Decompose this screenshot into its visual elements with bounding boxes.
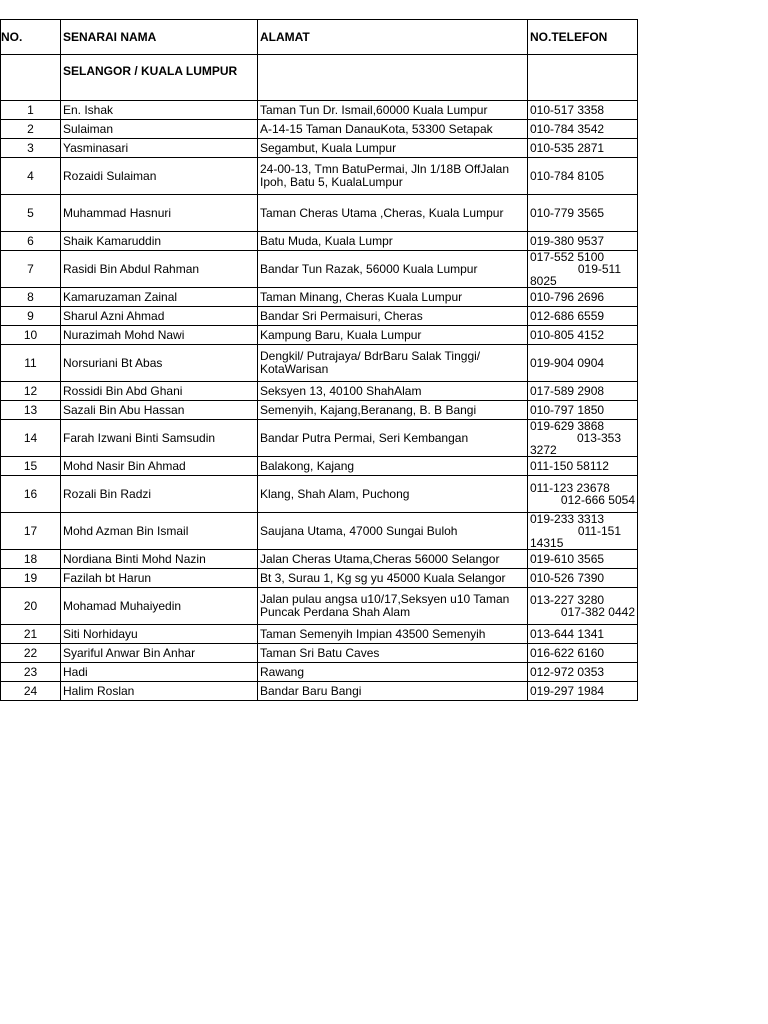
row-name: Halim Roslan <box>61 682 258 701</box>
row-phone <box>528 420 638 457</box>
row-phone <box>528 644 638 663</box>
row-name: Farah Izwani Binti Samsudin <box>61 420 258 457</box>
row-number: 21 <box>1 625 61 644</box>
header-phone: NO.TELEFON <box>528 20 638 55</box>
row-address: Bt 3, Surau 1, Kg sg yu 45000 Kuala Selangor <box>258 569 528 588</box>
table-row <box>1 569 638 588</box>
row-address: Bandar Sri Permaisuri, Cheras <box>258 307 528 326</box>
phone-number: 010-784 3542 <box>530 122 605 136</box>
phone-number: 017-589 2908 <box>530 384 605 398</box>
table-row <box>1 476 638 513</box>
row-address: Rawang <box>258 663 528 682</box>
row-name: Norsuriani Bt Abas <box>61 345 258 382</box>
row-phone <box>528 663 638 682</box>
phone-number: 019-233 3313 <box>530 512 605 526</box>
row-name: Muhammad Hasnuri <box>61 195 258 232</box>
table-row <box>1 288 638 307</box>
row-number: 3 <box>1 139 61 158</box>
table-row <box>1 420 638 457</box>
row-address: Balakong, Kajang <box>258 457 528 476</box>
phone-number: 010-805 4152 <box>530 328 605 342</box>
table-row <box>1 550 638 569</box>
row-address: Taman Semenyih Impian 43500 Semenyih <box>258 625 528 644</box>
phone-number: 013-227 3280 <box>530 593 605 607</box>
row-name: Rasidi Bin Abdul Rahman <box>61 251 258 288</box>
row-address: Taman Cheras Utama ,Cheras, Kuala Lumpur <box>258 195 528 232</box>
row-name: Mohd Azman Bin Ismail <box>61 513 258 550</box>
row-address: Bandar Baru Bangi <box>258 682 528 701</box>
phone-number: 010-535 2871 <box>530 141 605 155</box>
row-name: Rossidi Bin Abd Ghani <box>61 382 258 401</box>
row-number: 15 <box>1 457 61 476</box>
phone-number: 019-610 3565 <box>530 552 605 566</box>
row-number: 13 <box>1 401 61 420</box>
row-phone <box>528 251 638 288</box>
table-row <box>1 345 638 382</box>
row-name: Rozali Bin Radzi <box>61 476 258 513</box>
table-row <box>1 195 638 232</box>
phone-number: 012-972 0353 <box>530 665 605 679</box>
row-number: 1 <box>1 101 61 120</box>
row-phone <box>528 625 638 644</box>
row-number: 16 <box>1 476 61 513</box>
row-address: Seksyen 13, 40100 ShahAlam <box>258 382 528 401</box>
header-name: SENARAI NAMA <box>61 20 258 55</box>
row-address: Segambut, Kuala Lumpur <box>258 139 528 158</box>
phone-number: 012-666 5054 <box>560 493 635 507</box>
row-number: 22 <box>1 644 61 663</box>
header-no: NO. <box>1 20 61 55</box>
table-row <box>1 251 638 288</box>
row-number: 2 <box>1 120 61 139</box>
row-number: 5 <box>1 195 61 232</box>
row-number: 10 <box>1 326 61 345</box>
row-address: Taman Sri Batu Caves <box>258 644 528 663</box>
row-name: Sharul Azni Ahmad <box>61 307 258 326</box>
table-row <box>1 232 638 251</box>
row-phone <box>528 101 638 120</box>
table-row <box>1 682 638 701</box>
row-name: Nurazimah Mohd Nawi <box>61 326 258 345</box>
row-number: 19 <box>1 569 61 588</box>
row-phone <box>528 550 638 569</box>
table-row <box>1 513 638 550</box>
row-phone <box>528 139 638 158</box>
row-name: Fazilah bt Harun <box>61 569 258 588</box>
row-phone <box>528 382 638 401</box>
row-phone <box>528 232 638 251</box>
region-label: SELANGOR / KUALA LUMPUR <box>61 55 258 101</box>
row-name: Sazali Bin Abu Hassan <box>61 401 258 420</box>
row-address: 24-00-13, Tmn BatuPermai, Jln 1/18B OffJalan Ipoh, Batu 5, KualaLumpur <box>258 158 528 195</box>
table-row <box>1 625 638 644</box>
phone-number: 010-796 2696 <box>530 290 605 304</box>
row-phone <box>528 569 638 588</box>
phone-number: 012-686 6559 <box>530 309 605 323</box>
table-row <box>1 326 638 345</box>
row-phone <box>528 195 638 232</box>
table-row <box>1 101 638 120</box>
row-address: Kampung Baru, Kuala Lumpur <box>258 326 528 345</box>
row-number: 12 <box>1 382 61 401</box>
row-phone <box>528 326 638 345</box>
row-address: Dengkil/ Putrajaya/ BdrBaru Salak Tinggi/ KotaWarisan <box>258 345 528 382</box>
row-name: Kamaruzaman Zainal <box>61 288 258 307</box>
phone-number: 010-779 3565 <box>530 206 605 220</box>
table-row <box>1 644 638 663</box>
row-phone <box>528 120 638 139</box>
row-phone <box>528 158 638 195</box>
phone-number: 019-297 1984 <box>530 684 605 698</box>
row-address: Semenyih, Kajang,Beranang, B. B Bangi <box>258 401 528 420</box>
phone-number: 8025 <box>530 274 557 288</box>
phone-number: 013-644 1341 <box>530 627 605 641</box>
table-row <box>1 457 638 476</box>
header-address: ALAMAT <box>258 20 528 55</box>
phone-number: 3272 <box>530 443 557 457</box>
phone-number: 017-552 5100 <box>530 250 605 264</box>
row-name: Rozaidi Sulaiman <box>61 158 258 195</box>
region-address-cell <box>258 55 528 101</box>
phone-number: 011-150 58112 <box>530 459 609 473</box>
row-name: Mohd Nasir Bin Ahmad <box>61 457 258 476</box>
row-phone <box>528 401 638 420</box>
row-address: Klang, Shah Alam, Puchong <box>258 476 528 513</box>
table-body <box>1 101 638 701</box>
row-phone <box>528 288 638 307</box>
phone-number: 010-517 3358 <box>530 103 605 117</box>
row-number: 8 <box>1 288 61 307</box>
phone-number: 010-784 8105 <box>530 169 605 183</box>
row-address: Taman Tun Dr. Ismail,60000 Kuala Lumpur <box>258 101 528 120</box>
row-name: Yasminasari <box>61 139 258 158</box>
row-number: 14 <box>1 420 61 457</box>
row-name: Nordiana Binti Mohd Nazin <box>61 550 258 569</box>
row-name: Hadi <box>61 663 258 682</box>
row-address: Taman Minang, Cheras Kuala Lumpur <box>258 288 528 307</box>
row-number: 24 <box>1 682 61 701</box>
row-phone <box>528 476 638 513</box>
row-name: Syariful Anwar Bin Anhar <box>61 644 258 663</box>
row-number: 18 <box>1 550 61 569</box>
phone-number: 017-382 0442 <box>560 605 635 619</box>
row-number: 11 <box>1 345 61 382</box>
row-address: Jalan Cheras Utama,Cheras 56000 Selangor <box>258 550 528 569</box>
row-address: Bandar Tun Razak, 56000 Kuala Lumpur <box>258 251 528 288</box>
row-number: 23 <box>1 663 61 682</box>
phone-number: 019-380 9537 <box>530 234 605 248</box>
table-row <box>1 139 638 158</box>
table-row <box>1 307 638 326</box>
row-phone <box>528 682 638 701</box>
phone-number: 019-904 0904 <box>530 356 605 370</box>
phone-number: 019-629 3868 <box>530 419 605 433</box>
table-row <box>1 158 638 195</box>
row-number: 7 <box>1 251 61 288</box>
phone-number: 016-622 6160 <box>530 646 605 660</box>
header-row <box>1 20 638 55</box>
row-number: 6 <box>1 232 61 251</box>
row-name: Sulaiman <box>61 120 258 139</box>
phone-number: 019-511 <box>577 262 621 276</box>
table-row <box>1 588 638 625</box>
row-name: Siti Norhidayu <box>61 625 258 644</box>
phone-number: 010-526 7390 <box>530 571 605 585</box>
region-no-cell <box>1 55 61 101</box>
row-address: Bandar Putra Permai, Seri Kembangan <box>258 420 528 457</box>
phone-number: 011-123 23678 <box>530 481 610 495</box>
phone-number: 013-353 <box>576 431 621 445</box>
contact-list-table <box>0 19 638 701</box>
row-phone <box>528 457 638 476</box>
phone-number: 010-797 1850 <box>530 403 605 417</box>
row-number: 17 <box>1 513 61 550</box>
row-name: En. Ishak <box>61 101 258 120</box>
row-phone <box>528 345 638 382</box>
row-number: 4 <box>1 158 61 195</box>
row-name: Mohamad Muhaiyedin <box>61 588 258 625</box>
row-phone <box>528 513 638 550</box>
row-name: Shaik Kamaruddin <box>61 232 258 251</box>
row-address: A-14-15 Taman DanauKota, 53300 Setapak <box>258 120 528 139</box>
region-phone-cell <box>528 55 638 101</box>
table-row <box>1 382 638 401</box>
row-address: Saujana Utama, 47000 Sungai Buloh <box>258 513 528 550</box>
row-number: 9 <box>1 307 61 326</box>
table-row <box>1 401 638 420</box>
row-phone <box>528 307 638 326</box>
row-address: Jalan pulau angsa u10/17,Seksyen u10 Taman Puncak Perdana Shah Alam <box>258 588 528 625</box>
phone-number: 011-151 <box>577 524 621 538</box>
table-row <box>1 120 638 139</box>
row-address: Batu Muda, Kuala Lumpr <box>258 232 528 251</box>
row-phone <box>528 588 638 625</box>
row-number: 20 <box>1 588 61 625</box>
region-row <box>1 55 638 101</box>
table-row <box>1 663 638 682</box>
phone-number: 14315 <box>530 536 564 550</box>
